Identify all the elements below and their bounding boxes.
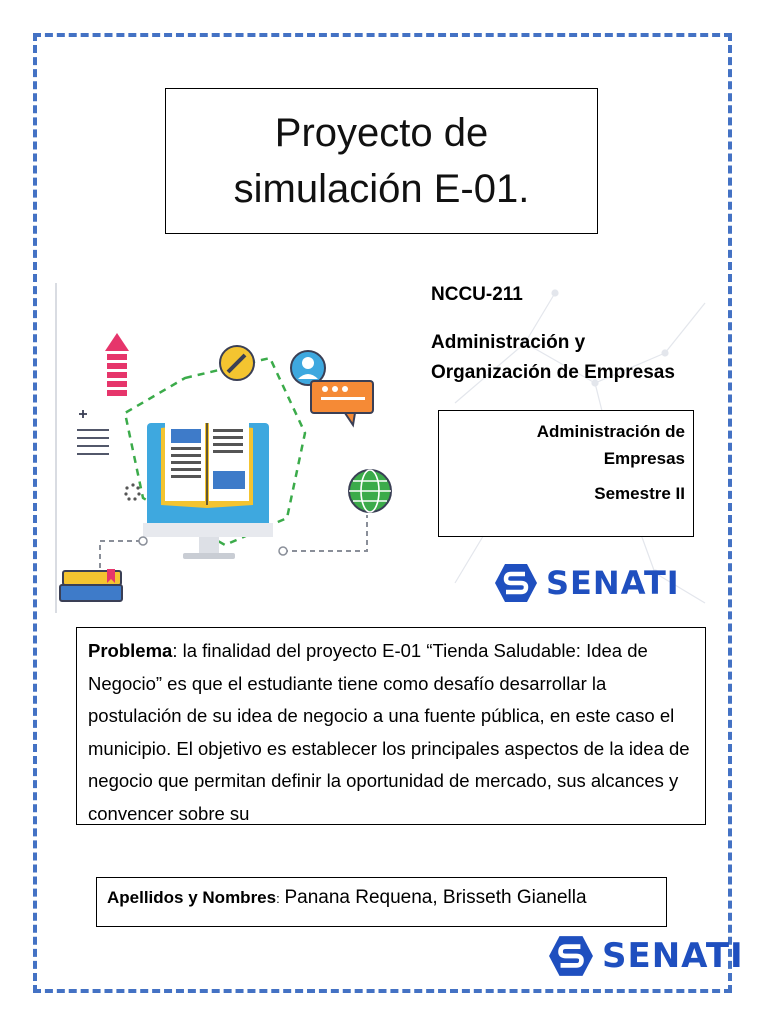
- course-name-line-1: Administración y: [431, 332, 586, 353]
- arrow-up-icon: [105, 333, 129, 396]
- chat-bubble-icon: [311, 381, 373, 425]
- course-name-line-2: Organización de Empresas: [431, 362, 675, 383]
- problem-box: [76, 627, 706, 825]
- subject-line-1: Administración de: [536, 422, 685, 441]
- title-line-1: Proyecto de: [274, 111, 489, 155]
- title-box: [165, 88, 598, 234]
- connector-left: [100, 541, 143, 568]
- title-line-2: simulación E-01.: [233, 167, 530, 211]
- left-vertical-line: [55, 283, 57, 613]
- problem-text: : la finalidad del proyecto E-01 “Tienda Saludable: Idea de Negocio” es que el estudiante tiene como desafío desarrollar la postulación de su idea de negocio a una fuente pública, en este caso el municipio. El objetivo es establecer los principales aspectos de la idea de negocio que permitan definir la oportunidad de mercado, sus alcances y convencer sobre su: [88, 640, 690, 824]
- student-name-value: Panana Requena, Brisseth Gianella: [284, 887, 587, 908]
- text-list-icon: [77, 410, 109, 454]
- student-name-separator: :: [276, 891, 280, 906]
- books-stack-icon: [60, 569, 122, 601]
- semester-label: Semestre II: [594, 484, 685, 503]
- senati-logo-top: [494, 563, 680, 603]
- senati-wordmark: SENATI: [602, 936, 744, 976]
- pencil-icon: [220, 346, 254, 380]
- senati-emblem-icon: [494, 563, 538, 603]
- senati-emblem-icon: [548, 935, 594, 977]
- user-avatar-icon: [291, 351, 325, 385]
- open-book-icon: [161, 423, 253, 508]
- senati-wordmark: SENATI: [546, 564, 680, 602]
- course-name: [431, 328, 675, 388]
- problem-label: Problema: [88, 640, 173, 661]
- loading-icon: [124, 483, 140, 500]
- globe-icon: [349, 470, 391, 512]
- subject-box: [438, 410, 694, 537]
- student-name-box: [96, 877, 667, 927]
- student-name-label: Apellidos y Nombres: [107, 888, 277, 907]
- course-code: NCCU-211: [431, 284, 523, 305]
- senati-logo-bottom: [548, 935, 744, 977]
- connector-right: [283, 515, 367, 551]
- subject-line-2: Empresas: [603, 449, 685, 468]
